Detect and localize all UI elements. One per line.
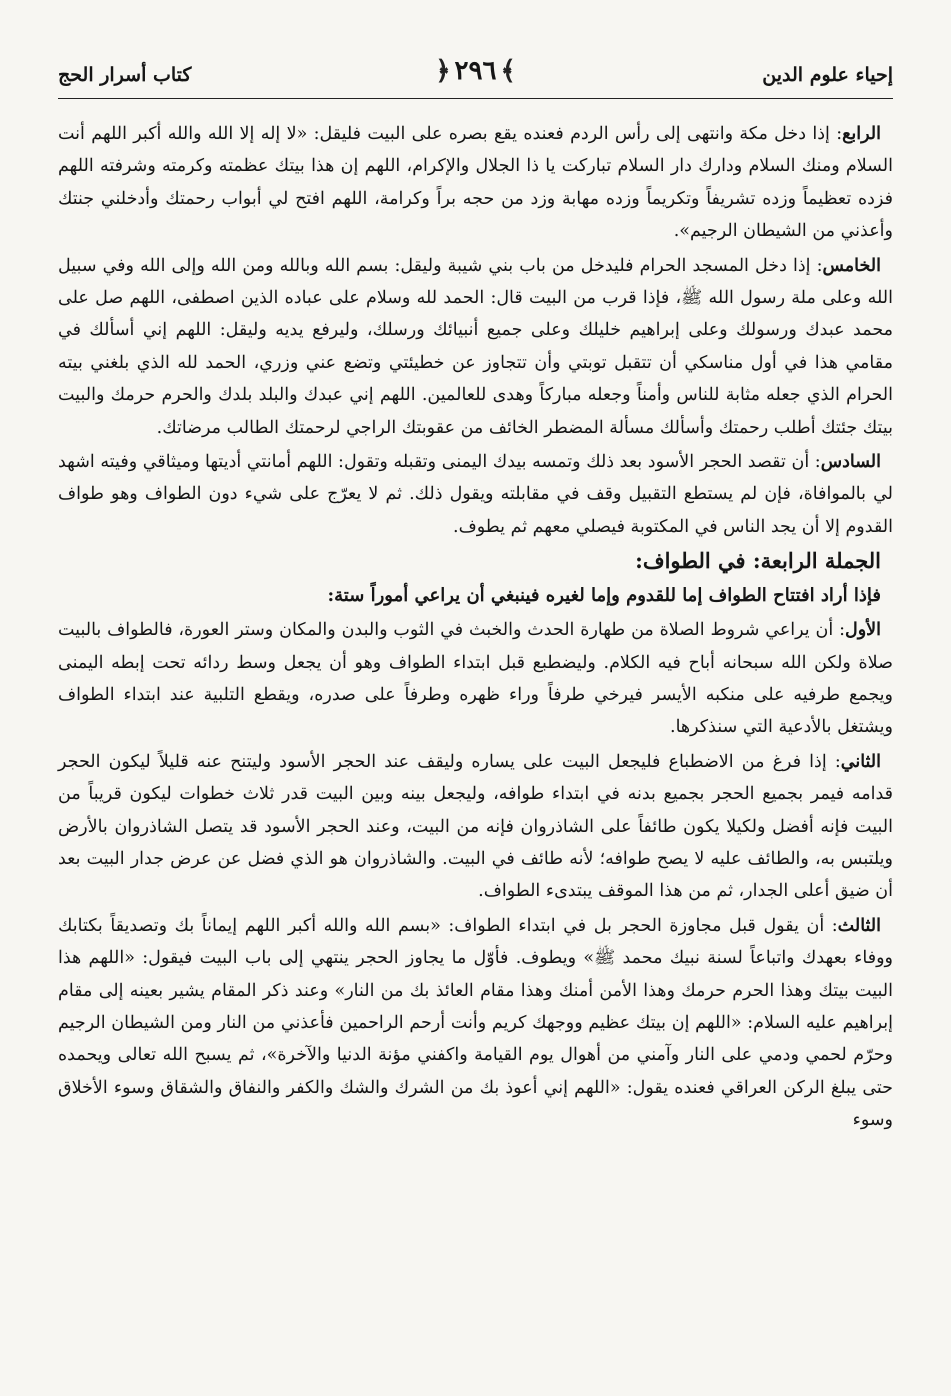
page-number-ornament <box>435 56 515 86</box>
paragraph-sixth <box>58 446 893 543</box>
section-intro: فإذا أراد افتتاح الطواف إما للقدوم وإما لغيره فينبغي أن يراعي أموراً ستة: <box>327 584 881 606</box>
paragraph-third <box>58 910 893 1137</box>
page-number: ٢٩٦ <box>454 56 497 86</box>
paragraph-second <box>58 746 893 908</box>
paragraph-lead: الرابع <box>842 124 881 144</box>
paragraph-lead: الخامس <box>822 255 881 276</box>
paragraph-fifth <box>58 250 893 444</box>
paragraph-lead: الثالث <box>837 915 881 936</box>
paragraph-text: : أن يقول قبل مجاوزة الحجر بل في ابتداء الطواف: «بسم الله والله أكبر اللهم إيماناً بك وتصديقاً بكتابك ووفاء بعهدك واتباعاً لسنة نبيك محمد ﷺ» ويطوف. فأوّل ما يجاوز الحجر ينتهي إلى باب البيت فيقول: «اللهم هذا البيت بيتك وهذا الحرم حرمك وهذا الأمن أمنك وهذا مقام العائذ بك من النار» وعند ذكر المقام يشير بعينه إلى مقام إبراهيم عليه السلام: «اللهم إن بيتك عظيم ووجهك كريم وأنت أرحم الراحمين فأعذني من النار ومن الشيطان الرجيم وحرّم لحمي ودمي على النار وآمني من أهوال يوم القيامة واكفني مؤنة الدنيا والآخرة»، ثم يسبح الله تعالى ويحمده حتى يبلغ الركن العراقي فعنده يقول: «اللهم إني أعوذ بك من الشرك والشك والكفر والنفاق والشقاق وسوء الأخلاق وسوء <box>58 915 893 1131</box>
page-body <box>58 118 893 1139</box>
chapter-title: كتاب أسرار الحج <box>58 64 192 86</box>
paragraph-text: : أن تقصد الحجر الأسود بعد ذلك وتمسه بيدك اليمنى وتقبله وتقول: اللهم أمانتي أديتها وميثاقي وفيته اشهد لي بالموافاة، فإن لم يستطع التقبيل وقف في مقابلته ويقول ذلك. ثم لا يعرّج على شيء دون الطواف وهو طواف القدوم إلا أن يجد الناس في المكتوبة فيصلي معهم ثم يطوف. <box>58 452 893 537</box>
paragraph-first <box>58 614 893 744</box>
paragraph-fourth <box>58 118 893 248</box>
paragraph-text: : إذا دخل المسجد الحرام فليدخل من باب بني شيبة وليقل: بسم الله وبالله ومن الله وإلى الله وفي سبيل الله وعلى ملة رسول الله ﷺ، فإذا قرب من البيت قال: الحمد لله وسلام على عباده الذين اصطفى، اللهم صل على محمد عبدك ورسولك وعلى إبراهيم خليلك وعلى جميع أنبيائك ورسلك، وليرفع يديه وليقل: اللهم إني أسألك في مقامي هذا في أول مناسكي أن تتقبل توبتي وأن تتجاوز عن خطيئتي وتضع عني وزري، الحمد لله الذي بلغني بيته الحرام الذي جعله مثابة للناس وأمناً وجعله مباركاً وهدى للعالمين. اللهم إني عبدك والبلد بلدك والحرم حرمك والبيت بيتك جئتك أطلب رحمتك وأسألك مسألة المضطر الخائف من عقوبتك الراجي لرحمتك الطالب مرضاتك. <box>58 255 893 438</box>
section-title: الجملة الرابعة: في الطواف: <box>635 548 881 574</box>
paragraph-lead: السادس <box>820 452 881 473</box>
paragraph-text: : إذا فرغ من الاضطباع فليجعل البيت على يساره وليقف عند الحجر الأسود وليتنح عنه قليلاً ليكون الحجر قدامه فيمر بجميع الحجر بجميع بدنه في ابتداء طوافه، وليجعل بينه وبين البيت قدر ثلاث خطوات ليكون قريباً من البيت فإنه أفضل ولكيلا يكون طائفاً على الشاذروان فإنه من البيت، وعند الحجر الأسود قد يتصل الشاذروان بالأرض ويلتبس به، والطائف عليه لا يصح طوافه؛ لأنه طائف في البيت. والشاذروان هو الذي فضل عن عرض جدار البيت بعد أن ضيق أعلى الجدار، ثم من هذا الموقف يبتدىء الطواف. <box>58 751 893 902</box>
paragraph-text: : إذا دخل مكة وانتهى إلى رأس الردم فعنده يقع بصره على البيت فليقل: «لا إله إلا الله والله أكبر اللهم أنت السلام ومنك السلام ودارك دار السلام تباركت يا ذا الجلال والإكرام، اللهم إن هذا بيتك عظمته وكرمته وشرفته اللهم فزده تعظيماً وزده تشريفاً وتكريماً وزده مهابة وزد من حجه براً وكرامة، اللهم افتح لي أبواب رحمتك وأدخلني جنتك وأعذني من الشيطان الرجيم». <box>58 124 893 242</box>
ornament-right-icon: ﴾ <box>500 56 516 86</box>
paragraph-lead: الثاني <box>840 751 881 772</box>
book-title: إحياء علوم الدين <box>762 64 893 86</box>
page-header <box>58 52 893 99</box>
paragraph-text: : أن يراعي شروط الصلاة من طهارة الحدث والخبث في الثوب والبدن والمكان وستر العورة، فالطواف بالبيت صلاة ولكن الله سبحانه أباح فيه الكلام. وليضطبع قبل ابتداء الطواف وهو أن يجعل وسط ردائه تحت إبطه اليمنى ويجمع طرفيه على منكبه الأيسر فيرخي طرفاً وراء ظهره وطرفاً على صدره، ويقطع التلبية عند ابتداء الطواف ويشتغل بالأدعية التي سنذكرها. <box>58 620 893 738</box>
paragraph-lead: الأول <box>844 620 881 641</box>
ornament-left-icon: ﴿ <box>435 56 451 86</box>
